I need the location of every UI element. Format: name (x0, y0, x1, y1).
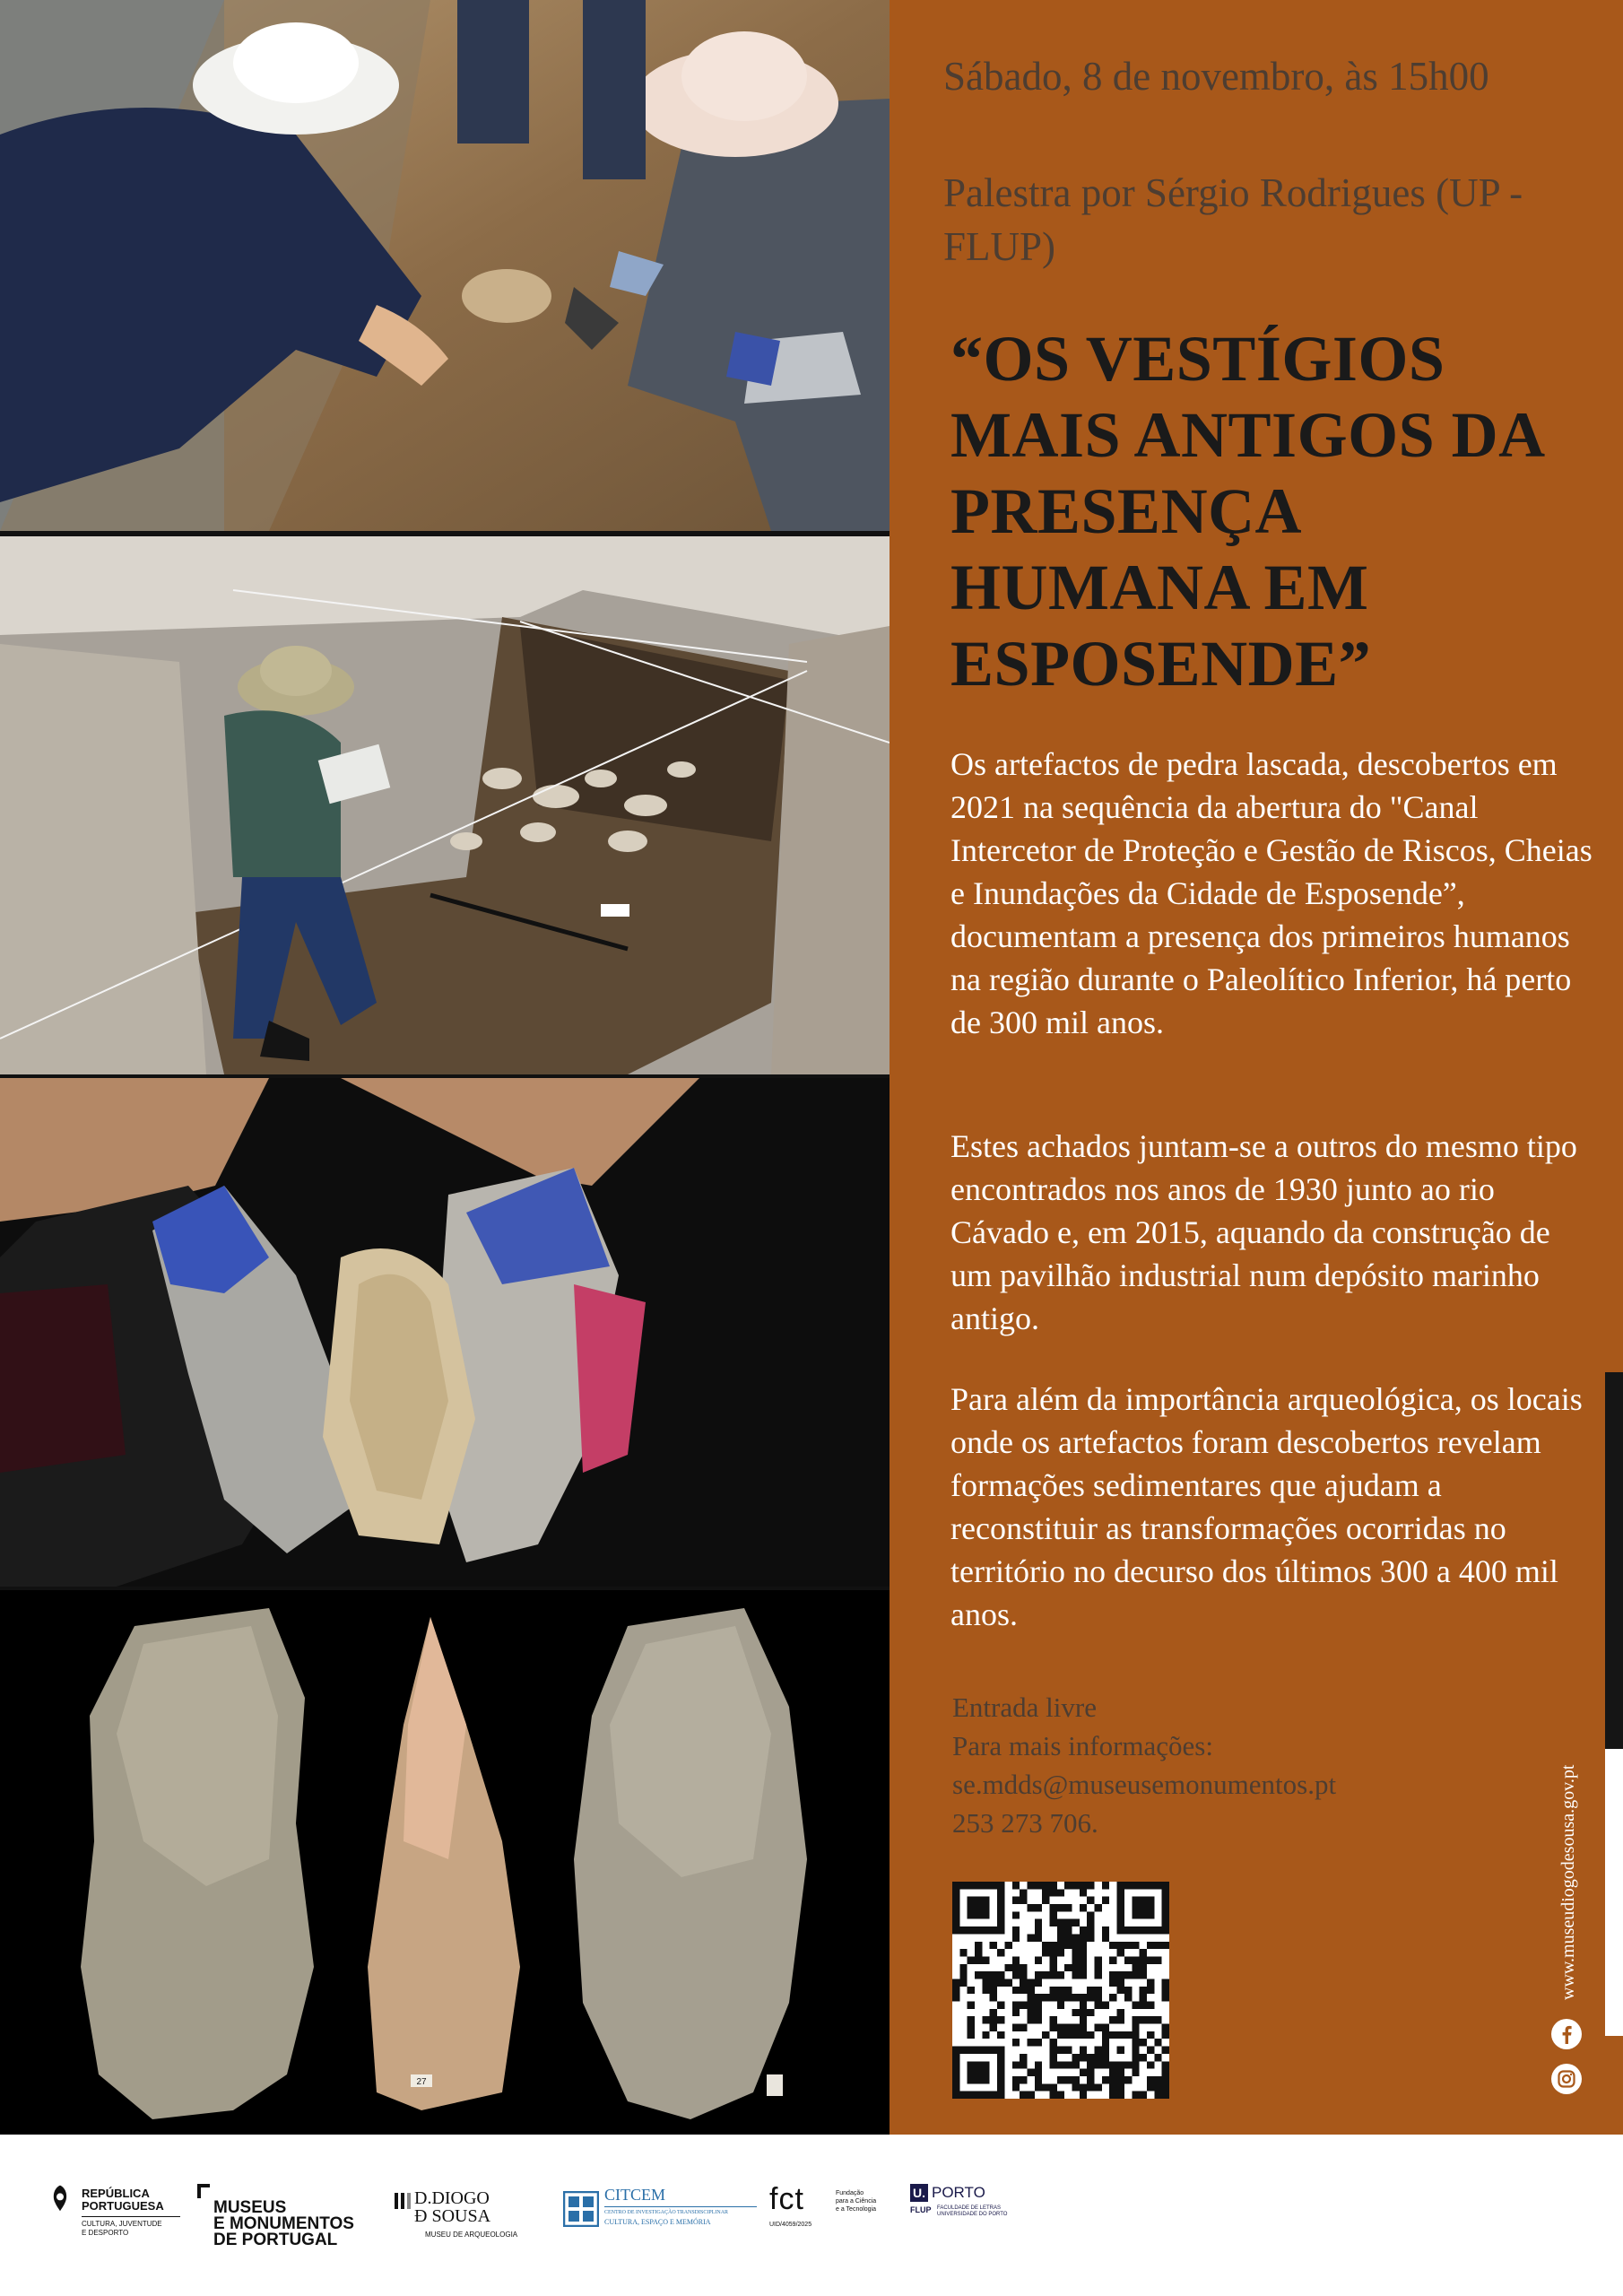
uporto-name: PORTO (932, 2184, 985, 2201)
qr-code[interactable] (952, 1882, 1169, 2099)
photo-trench-survey (0, 536, 890, 1074)
citcem-sub1: CENTRO DE INVESTIGAÇÃO TRANSDISCIPLINAR (604, 2210, 729, 2215)
uporto-u: U. (910, 2184, 928, 2202)
flup-sub1: FACULDADE DE LETRAS (937, 2205, 1002, 2211)
flup-label: FLUP (910, 2205, 932, 2214)
logo-diogo-de-sousa (395, 2184, 547, 2256)
fct-sub2: para a Ciência (836, 2198, 877, 2205)
republica-line2: PORTUGUESA (82, 2199, 164, 2213)
email-link[interactable]: se.mdds@museusemonumentos.pt (952, 1769, 1337, 1800)
fct-sub3: e a Tecnologia (836, 2206, 877, 2213)
fct-code: UID/4059/2025 (769, 2222, 812, 2228)
dds-line1: D.DIOGO (414, 2188, 490, 2208)
republica-sub2: E DESPORTO (82, 2229, 129, 2237)
body-paragraph-2: Estes achados juntam-se a outros do mesmo tipo encontrados nos anos de 1930 junto ao rio Cávado e, em 2015, aquando da construção de um pavilhão industrial num depósito marinho antigo. (950, 1128, 1577, 1336)
body-paragraph-1: Os artefactos de pedra lascada, descobertos em 2021 na sequência da abertura do "Canal Intercetor de Proteção e Gestão de Riscos, Cheias e Inundações da Cidade de Esposende”, documentam a presença dos primeiros humanos na região durante o Paleolítico Inferior, há perto de 300 mil anos. (950, 746, 1593, 1040)
mmp-line3: DE PORTUGAL (213, 2231, 338, 2249)
fct-name: fct (769, 2182, 804, 2216)
citcem-grid-icon (563, 2191, 599, 2227)
entry-label: Entrada livre (952, 1692, 1097, 1723)
photo-hand-with-stone (0, 1078, 890, 1587)
website-url[interactable]: www.museudiogodesousa.gov.pt (1558, 1764, 1578, 2000)
dds-sub: MUSEU DE ARQUEOLOGIA (425, 2231, 518, 2239)
logo-citcem (563, 2184, 760, 2256)
fct-sub1: Fundação (836, 2190, 864, 2196)
more-info-label: Para mais informações: (952, 1730, 1213, 1761)
photo-excavation-workers (0, 0, 890, 531)
artifact-tag: 27 (416, 2077, 427, 2087)
logo-museus-monumentos (197, 2184, 377, 2256)
edge-bar-dark (1605, 1372, 1623, 1749)
body-paragraph-3: Para além da importância arqueológica, os locais onde os artefactos foram descobertos revelam formações sedimentares que ajudam a reconstituir as transformações ocorridas no território no decurso dos últimos 300 a 400 mil anos. (950, 1381, 1583, 1632)
photo-stone-artifacts (0, 1590, 890, 2135)
flup-sub2: UNIVERSIDADE DO PORTO (937, 2212, 1008, 2217)
mmp-line1: MUSEUS (213, 2198, 287, 2217)
republica-emblem-icon (49, 2184, 71, 2213)
citcem-name: CITCEM (604, 2186, 666, 2204)
facebook-icon[interactable] (1550, 2018, 1583, 2050)
republica-sub1: CULTURA, JUVENTUDE (82, 2220, 162, 2228)
event-speaker: Palestra por Sérgio Rodrigues (UP - FLUP) (943, 170, 1523, 269)
event-date: Sábado, 8 de novembro, às 15h00 (943, 54, 1489, 99)
phone-number[interactable]: 253 273 706. (952, 1807, 1098, 1839)
republica-line1: REPÚBLICA (82, 2187, 150, 2200)
logo-uporto-flup (910, 2184, 1045, 2256)
instagram-icon[interactable] (1550, 2063, 1583, 2095)
contact-info (952, 1688, 1490, 1842)
mmp-line2: E MONUMENTOS (213, 2214, 354, 2233)
citcem-sub2: CULTURA, ESPAÇO E MEMÓRIA (604, 2218, 711, 2226)
footer-logos (0, 2135, 1623, 2296)
event-title: “OS VESTÍGIOS MAIS ANTIGOS DA PRESENÇA HUMANA EM ESPOSENDE” (950, 323, 1542, 700)
dds-line2: Ð SOUSA (414, 2206, 491, 2226)
logo-fct (769, 2184, 913, 2256)
text-panel (890, 0, 1623, 2135)
edge-bar-light (1605, 1749, 1623, 2036)
logo-republica-portuguesa (49, 2184, 193, 2256)
